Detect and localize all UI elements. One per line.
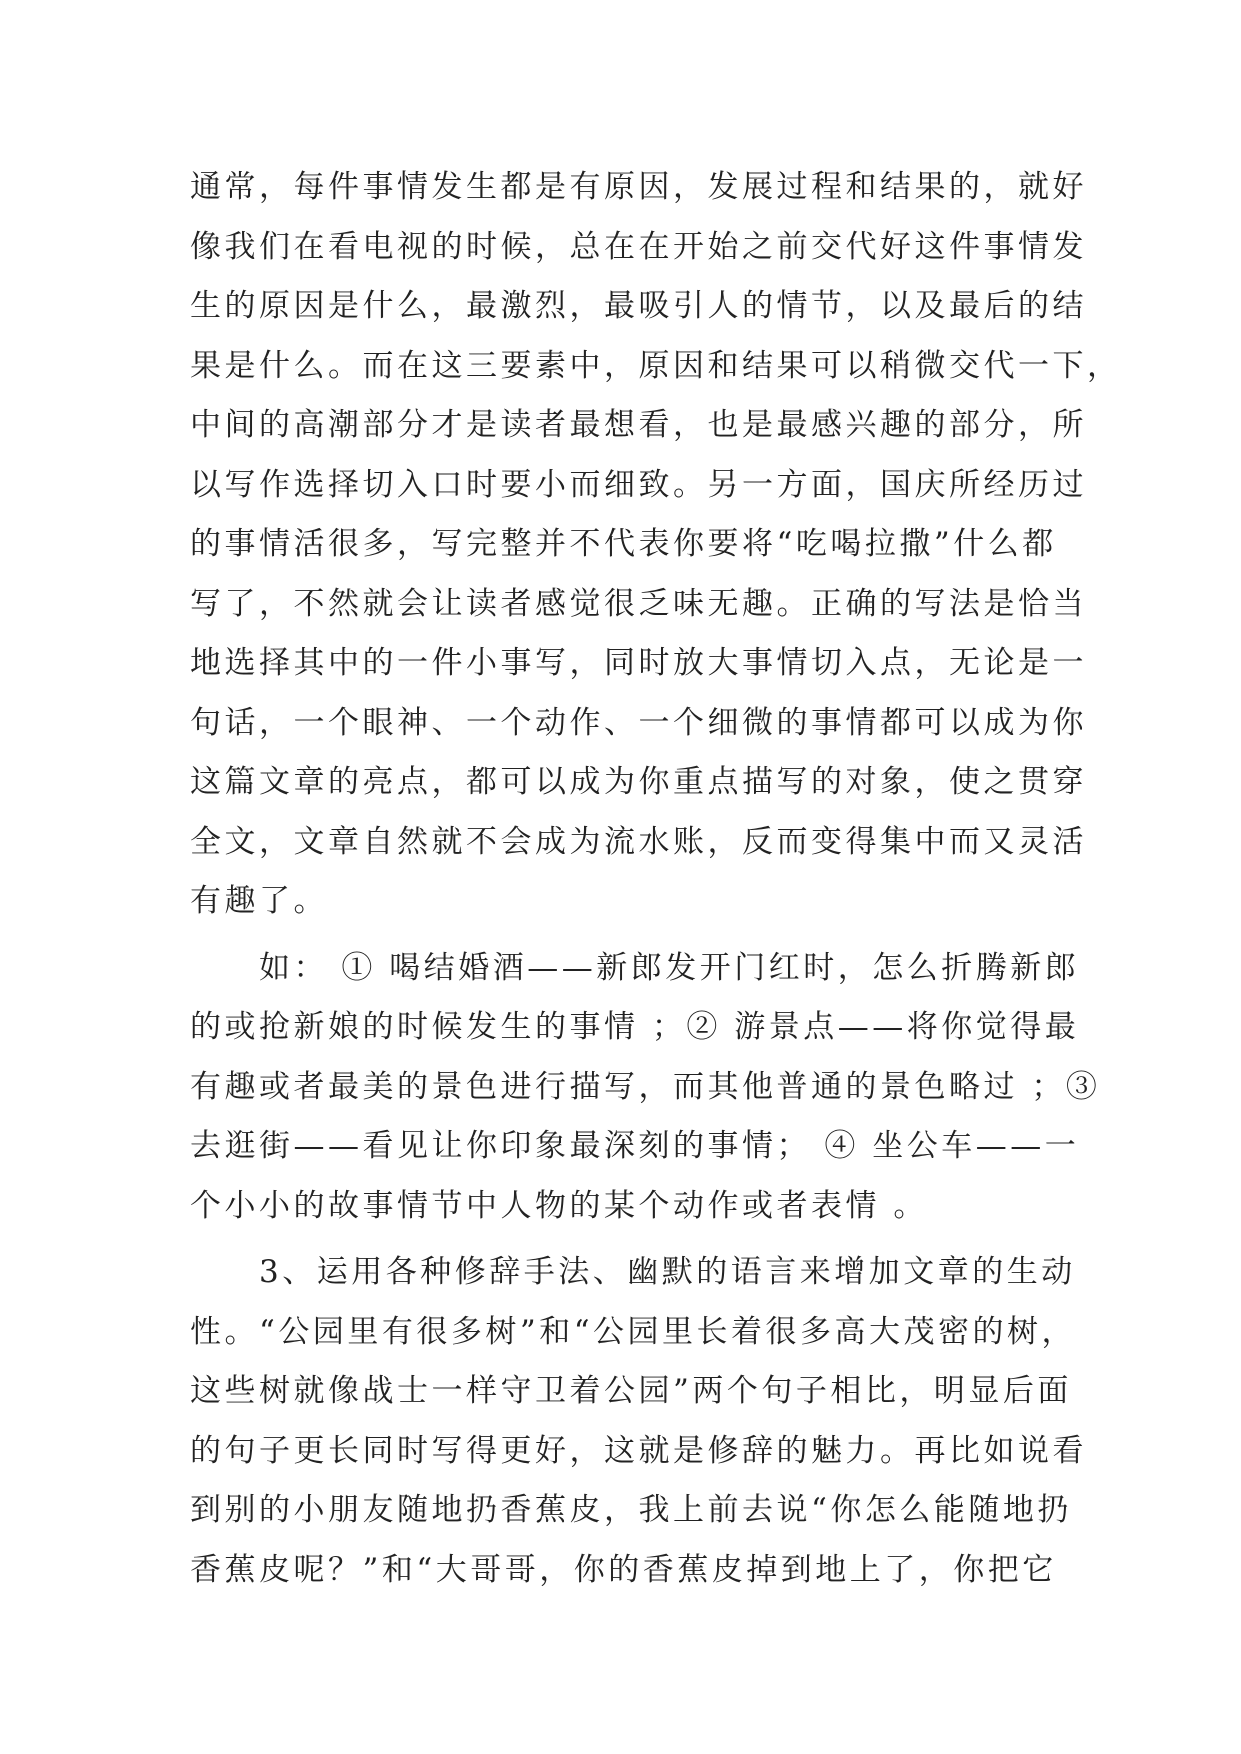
text-line: 如： ① 喝结婚酒——新郎发开门红时，怎么折腾新郎 [190, 949, 1080, 986]
text-line: 到别的小朋友随地扔香蕉皮，我上前去说“你怎么能随地扔 [190, 1492, 1072, 1528]
text-line: 个小小的故事情节中人物的某个动作或者表情 。 [190, 1187, 928, 1224]
paragraph-3 [190, 1243, 1087, 1600]
paragraph-1 [190, 158, 1122, 932]
text-line: 通常，每件事情发生都是有原因，发展过程和结果的，就好 [190, 169, 1087, 205]
text-line: 地选择其中的一件小事写，同时放大事情切入点，无论是一 [190, 645, 1087, 681]
text-line: 生的原因是什么，最激烈，最吸引人的情节，以及最后的结 [190, 288, 1087, 324]
paragraph-2 [190, 939, 1101, 1237]
text-line: 的或抢新娘的时候发生的事情 ；② 游景点——将你觉得最 [190, 1009, 1080, 1045]
text-line: 这篇文章的亮点，都可以成为你重点描写的对象，使之贯穿 [190, 764, 1087, 800]
text-line: 香蕉皮呢？”和“大哥哥，你的香蕉皮掉到地上了，你把它 [190, 1551, 1057, 1588]
paragraph-gap [190, 932, 1060, 939]
text-line: 像我们在看电视的时候，总在在开始之前交代好这件事情发 [190, 228, 1087, 265]
text-line: 句话，一个眼神、一个动作、一个细微的事情都可以成为你 [190, 704, 1087, 741]
text-line: 中间的高潮部分才是读者最想看，也是最感兴趣的部分，所 [190, 407, 1087, 443]
text-line: 的事情活很多，写完整并不代表你要将“吃喝拉撒”什么都 [190, 526, 1057, 562]
text-line: 3、运用各种修辞手法、幽默的语言来增加文章的生动 [190, 1254, 1076, 1290]
text-line: 性。“公园里有很多树”和“公园里长着很多高大茂密的树， [190, 1313, 1077, 1350]
text-line: 有趣或者最美的景色进行描写，而其他普通的景色略过 ；③ [190, 1068, 1101, 1105]
text-line: 的句子更长同时写得更好，这就是修辞的魅力。再比如说看 [190, 1432, 1087, 1469]
paragraph-gap [190, 1236, 1060, 1243]
text-line: 以写作选择切入口时要小而细致。另一方面，国庆所经历过 [190, 466, 1087, 503]
body-text [190, 158, 1122, 1600]
text-line: 果是什么。而在这三要素中，原因和结果可以稍微交代一下， [190, 347, 1122, 384]
text-line: 去逛街——看见让你印象最深刻的事情； ④ 坐公车——一 [190, 1128, 1080, 1164]
text-line: 有趣了。 [190, 883, 328, 919]
text-line: 这些树就像战士一样守卫着公园”两个句子相比，明显后面 [190, 1373, 1072, 1409]
text-line: 全文，文章自然就不会成为流水账，反而变得集中而又灵活 [190, 823, 1087, 860]
text-line: 写了，不然就会让读者感觉很乏味无趣。正确的写法是恰当 [190, 585, 1087, 622]
